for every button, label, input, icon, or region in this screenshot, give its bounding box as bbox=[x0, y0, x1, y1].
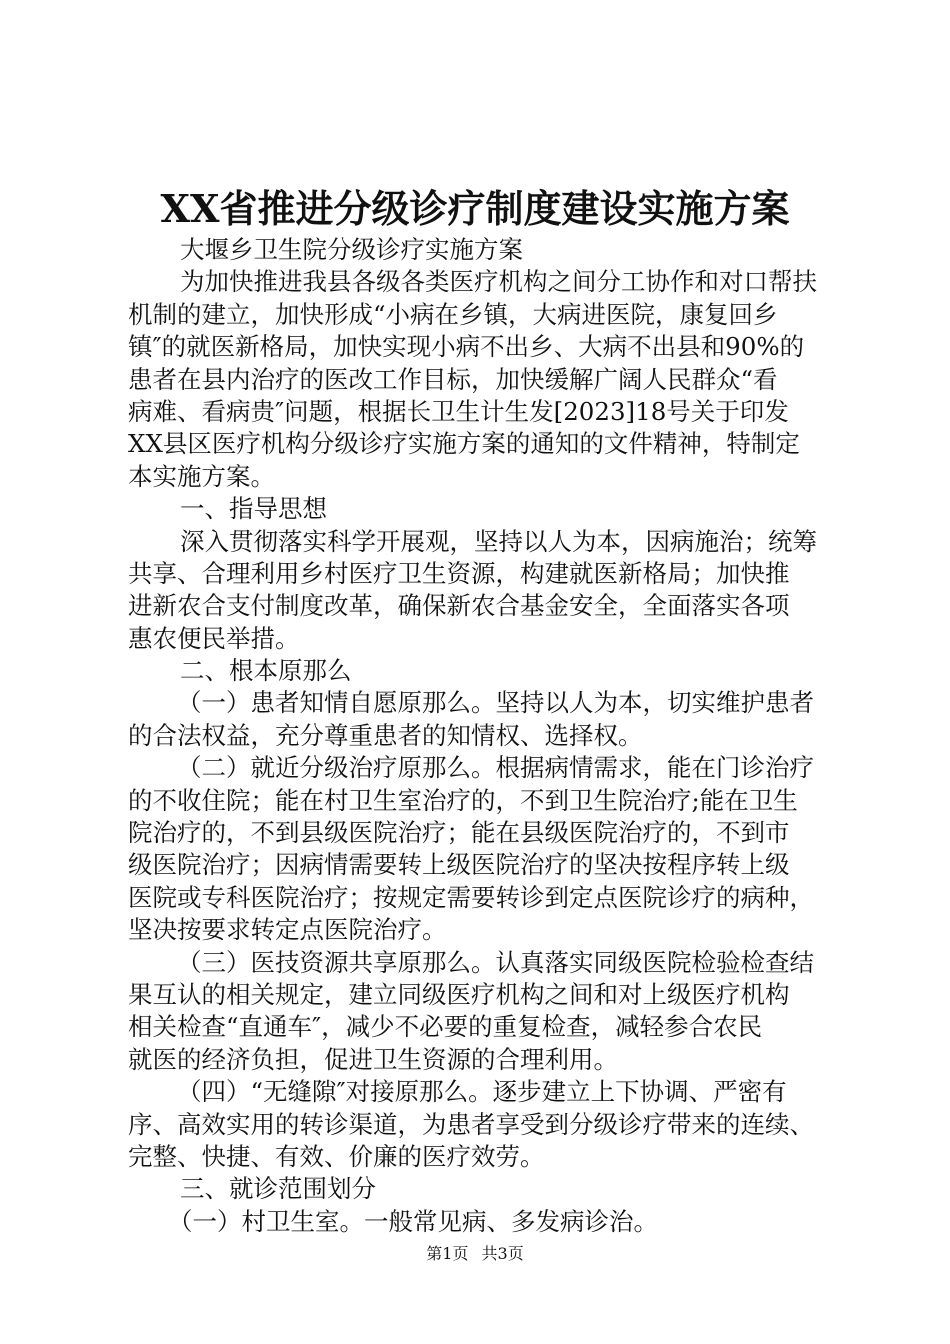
document-body bbox=[128, 234, 828, 1238]
paragraph-line: 级医院治疗；因病情需要转上级医院治疗的坚决按程序转上级 bbox=[128, 850, 790, 880]
paragraph-line: 的合法权益，充分尊重患者的知情权、选择权。 bbox=[128, 720, 643, 750]
paragraph-line: 本实施方案。 bbox=[128, 461, 275, 491]
paragraph-line: （二）就近分级治疗原那么。根据病情需求，能在门诊治疗 bbox=[177, 753, 814, 783]
paragraph-line: 共享、合理利用乡村医疗卫生资源，构建就医新格局；加快推 bbox=[128, 558, 790, 588]
paragraph-line: （一）患者知情自愿原那么。坚持以人为本，切实维护患者 bbox=[177, 688, 814, 718]
paragraph-line: 大堰乡卫生院分级诊疗实施方案 bbox=[180, 235, 523, 264]
paragraph-line: 的不收住院；能在村卫生室治疗的，不到卫生院治疗;能在卫生 bbox=[128, 785, 798, 815]
paragraph-line: （一）村卫生室。一般常见病、多发病诊治。 bbox=[168, 1206, 658, 1236]
paragraph-line: 进新农合支付制度改革，确保新农合基金安全，全面落实各项 bbox=[128, 591, 790, 621]
document-title: XX省推进分级诊疗制度建设实施方案 bbox=[160, 186, 790, 231]
paragraph-line: 医院或专科医院治疗；按规定需要转诊到定点医院诊疗的病种， bbox=[128, 882, 814, 912]
paragraph-line: 院治疗的，不到县级医院治疗；能在县级医院治疗的，不到市 bbox=[128, 818, 790, 848]
paragraph-line: 相关检查“直通车″，减少不必要的重复检查，减轻参合农民 bbox=[128, 1012, 763, 1042]
paragraph-line: 为加快推进我县各级各类医疗机构之间分工协作和对口帮扶 bbox=[180, 267, 817, 297]
page-number: 第1页 bbox=[426, 1244, 469, 1263]
page-total: 共3页 bbox=[481, 1244, 524, 1263]
paragraph-line: 深入贯彻落实科学开展观，坚持以人为本，因病施治；统筹 bbox=[180, 526, 817, 556]
paragraph-line: 果互认的相关规定，建立同级医疗机构之间和对上级医疗机构 bbox=[128, 979, 790, 1009]
paragraph-line: 机制的建立，加快形成“小病在乡镇，大病进医院，康复回乡 bbox=[128, 299, 778, 329]
paragraph-line: （四）“无缝隙″对接原那么。逐步建立上下协调、严密有 bbox=[177, 1077, 787, 1107]
paragraph-line: 就医的经济负担，促进卫生资源的合理利用。 bbox=[128, 1044, 618, 1074]
paragraph-line: 患者在县内治疗的医改工作目标，加快缓解广阔人民群众“看 bbox=[128, 364, 778, 394]
paragraph-line: 完整、快捷、有效、价廉的医疗效劳。 bbox=[128, 1141, 545, 1171]
paragraph-line: 序、高效实用的转诊渠道，为患者享受到分级诊疗带来的连续、 bbox=[128, 1109, 814, 1139]
paragraph-line: XX县区医疗机构分级诊疗实施方案的通知的文件精神，特制定 bbox=[128, 429, 800, 459]
paragraph-line: 惠农便民举措。 bbox=[128, 623, 300, 653]
section-heading: 二、根本原那么 bbox=[180, 656, 352, 686]
paragraph-line: （三）医技资源共享原那么。认真落实同级医院检验检查结 bbox=[177, 947, 814, 977]
section-heading: 一、指导思想 bbox=[180, 494, 327, 524]
page-footer bbox=[0, 1243, 950, 1265]
paragraph-line: 镇″的就医新格局，加快实现小病不出乡、大病不出县和90%的 bbox=[128, 332, 805, 362]
section-heading: 三、就诊范围划分 bbox=[180, 1174, 376, 1204]
paragraph-line: 坚决按要求转定点医院治疗。 bbox=[128, 915, 447, 945]
paragraph-line: 病难、看病贵″问题，根据长卫生计生发[2023]18号关于印发 bbox=[128, 396, 789, 426]
